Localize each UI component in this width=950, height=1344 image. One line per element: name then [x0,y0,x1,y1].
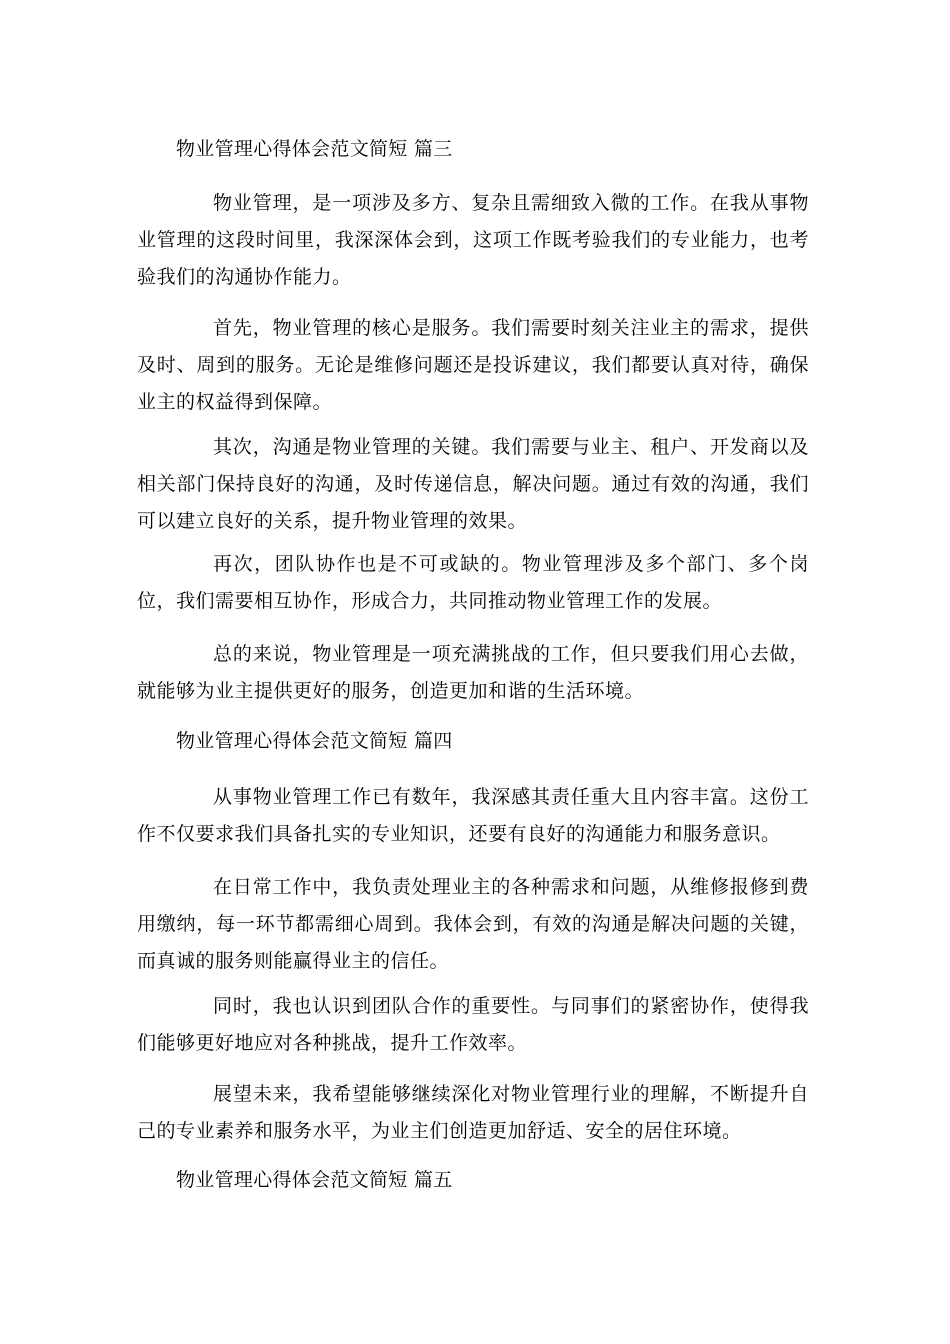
paragraph: 物业管理，是一项涉及多方、复杂且需细致入微的工作。在我从事物业管理的这段时间里，我深深体会到，这项工作既考验我们的专业能力，也考验我们的沟通协作能力。 [137,192,809,288]
paragraph: 在日常工作中，我负责处理业主的各种需求和问题，从维修报修到费用缴纳，每一环节都需细心周到。我体会到，有效的沟通是解决问题的关键，而真诚的服务则能赢得业主的信任。 [137,876,809,972]
paragraph: 总的来说，物业管理是一项充满挑战的工作，但只要我们用心去做，就能够为业主提供更好的服务，创造更加和谐的生活环境。 [137,643,809,702]
section-heading: 物业管理心得体会范文简短 篇五 [176,1169,453,1191]
section-heading: 物业管理心得体会范文简短 篇三 [176,138,453,160]
paragraph: 再次，团队协作也是不可或缺的。物业管理涉及多个部门、多个岗位，我们需要相互协作，形成合力，共同推动物业管理工作的发展。 [137,553,809,612]
paragraph: 从事物业管理工作已有数年，我深感其责任重大且内容丰富。这份工作不仅要求我们具备扎实的专业知识，还要有良好的沟通能力和服务意识。 [137,786,809,845]
paragraph: 其次，沟通是物业管理的关键。我们需要与业主、租户、开发商以及相关部门保持良好的沟通，及时传递信息，解决问题。通过有效的沟通，我们可以建立良好的关系，提升物业管理的效果。 [137,436,809,532]
section-heading: 物业管理心得体会范文简短 篇四 [176,730,453,752]
paragraph: 展望未来，我希望能够继续深化对物业管理行业的理解，不断提升自己的专业素养和服务水平，为业主们创造更加舒适、安全的居住环境。 [137,1083,809,1142]
paragraph: 同时，我也认识到团队合作的重要性。与同事们的紧密协作，使得我们能够更好地应对各种挑战，提升工作效率。 [137,995,809,1054]
paragraph: 首先，物业管理的核心是服务。我们需要时刻关注业主的需求，提供及时、周到的服务。无论是维修问题还是投诉建议，我们都要认真对待，确保业主的权益得到保障。 [137,317,809,413]
